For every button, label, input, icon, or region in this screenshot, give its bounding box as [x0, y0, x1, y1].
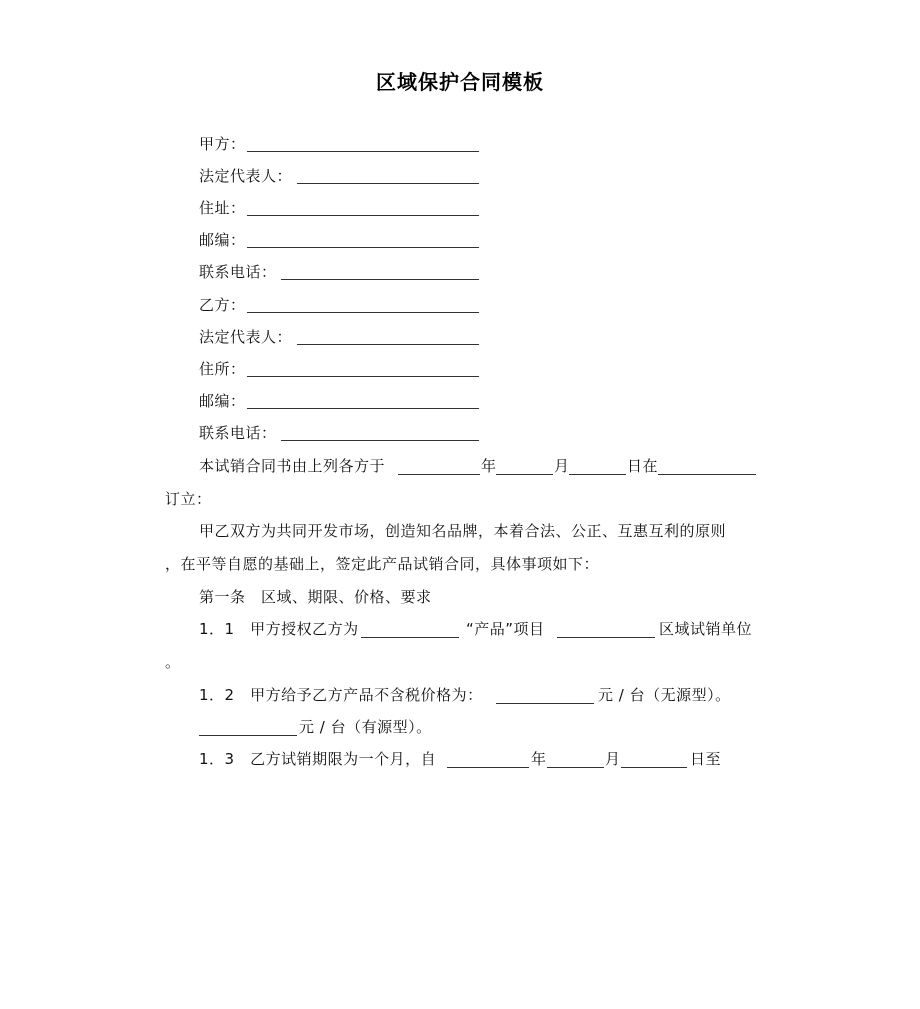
preamble-text-2: ，在平等自愿的基础上，签定此产品试销合同，具体事项如下： [165, 555, 600, 573]
clause-1-2-active-unit: 元 / 台（有源型）。 [299, 718, 432, 736]
party-b-postcode-label: 邮编： [199, 392, 246, 410]
article-1-heading [199, 587, 432, 607]
intro-day-field[interactable] [569, 473, 626, 475]
party-b-rep-line [199, 327, 292, 347]
clause-1-1-product: “产品”项目 [466, 620, 545, 638]
party-b-address-label: 住所： [199, 360, 246, 378]
intro-year-label: 年 [481, 457, 497, 475]
clause-1-1-wrap-line [165, 652, 181, 672]
party-a-postcode-field[interactable] [247, 246, 479, 248]
clause-1-1-area-field[interactable] [557, 636, 655, 638]
clause-1-3-month-field[interactable] [547, 766, 604, 768]
party-b-line [199, 295, 246, 315]
party-a-postcode-label: 邮编： [199, 231, 246, 249]
party-b-label: 乙方： [199, 296, 246, 314]
party-b-rep-label: 法定代表人： [199, 328, 293, 346]
clause-1-2-passive-unit: 元 / 台（无源型）。 [598, 686, 731, 704]
clause-1-3-day-field[interactable] [621, 766, 687, 768]
clause-1-1-suffix-text [659, 619, 752, 639]
party-a-label: 甲方： [199, 135, 246, 153]
party-a-phone-line [199, 262, 277, 282]
clause-1-3-year: 年 [531, 750, 547, 768]
party-a-rep-line [199, 166, 292, 186]
clause-1-3-year-field[interactable] [447, 766, 529, 768]
party-a-line [199, 134, 246, 154]
party-a-address-label: 住址： [199, 199, 246, 217]
clause-1-3-day-to: 日至 [690, 750, 722, 768]
preamble-line-2 [165, 554, 599, 574]
intro-part1: 本试销合同书由上列各方于 [199, 457, 386, 475]
clause-1-2-line [199, 685, 483, 705]
party-a-address-line [199, 198, 246, 218]
preamble-text-1: 甲乙双方为共同开发市场，创造知名品牌，本着合法、公正、互惠互利的原则 [199, 522, 727, 540]
clause-1-1-region-field[interactable] [361, 636, 459, 638]
intro-day-text [627, 456, 658, 476]
party-a-address-field[interactable] [247, 214, 479, 216]
intro-month-label: 月 [554, 457, 570, 475]
party-b-address-line [199, 359, 246, 379]
clause-1-3-month: 月 [605, 750, 621, 768]
clause-1-1-product-text [466, 619, 545, 639]
party-a-rep-label: 法定代表人： [199, 167, 293, 185]
party-b-postcode-field[interactable] [247, 407, 479, 409]
party-b-field[interactable] [247, 311, 479, 313]
party-a-rep-field[interactable] [297, 182, 479, 184]
party-b-rep-field[interactable] [297, 343, 479, 345]
clause-1-3-year-text [531, 749, 547, 769]
clause-1-2-active-text [299, 717, 432, 737]
intro-year-text [481, 456, 497, 476]
clause-1-1-line [199, 619, 359, 639]
clause-1-3-prefix: 1．3 乙方试销期限为一个月，自 [199, 750, 437, 768]
intro-year-field[interactable] [398, 473, 480, 475]
clause-1-3-month-text [605, 749, 621, 769]
document-title: 区域保护合同模板 [376, 70, 544, 94]
preamble-line-1 [199, 521, 726, 541]
intro-place-field[interactable] [658, 473, 756, 475]
clause-1-2-prefix: 1．2 甲方给予乙方产品不含税价格为： [199, 686, 483, 704]
intro-month-text [554, 456, 570, 476]
article-1-heading-text: 第一条 区域、期限、价格、要求 [199, 588, 432, 606]
clause-1-2-passive-text [598, 685, 731, 705]
clause-1-1-wrap: 。 [165, 653, 181, 671]
intro-wrap-text: 订立： [165, 490, 212, 508]
intro-month-field[interactable] [496, 473, 553, 475]
clause-1-2-passive-price-field[interactable] [496, 702, 594, 704]
clause-1-2-active-price-field[interactable] [199, 734, 297, 736]
party-a-field[interactable] [247, 150, 479, 152]
intro-day-label: 日在 [627, 457, 659, 475]
party-a-phone-field[interactable] [281, 278, 479, 280]
clause-1-3-line [199, 749, 436, 769]
clause-1-1-prefix: 1．1 甲方授权乙方为 [199, 620, 359, 638]
intro-line [199, 456, 385, 476]
party-b-phone-label: 联系电话： [199, 424, 277, 442]
party-b-phone-field[interactable] [281, 439, 479, 441]
party-b-address-field[interactable] [247, 375, 479, 377]
clause-1-1-suffix: 区域试销单位 [659, 620, 753, 638]
intro-wrap-line [165, 489, 212, 509]
party-b-postcode-line [199, 391, 246, 411]
party-b-phone-line [199, 423, 277, 443]
clause-1-3-day-text [690, 749, 721, 769]
party-a-phone-label: 联系电话： [199, 263, 277, 281]
party-a-postcode-line [199, 230, 246, 250]
